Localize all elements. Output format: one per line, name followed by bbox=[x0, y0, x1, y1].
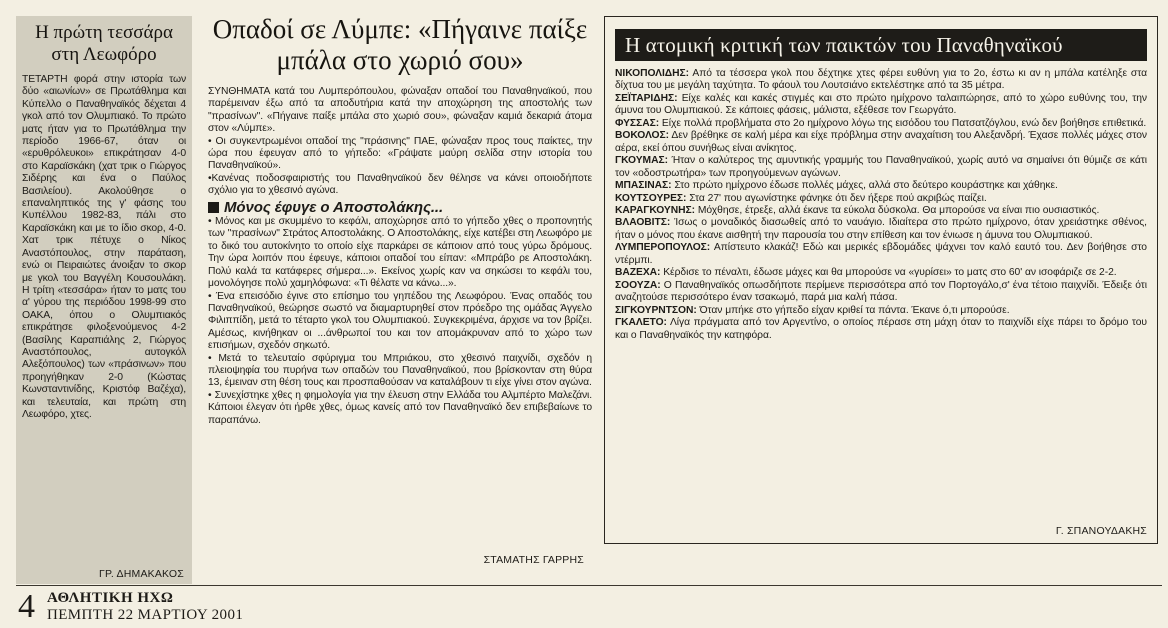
main-article bbox=[208, 14, 592, 574]
rating-text: Είχε πολλά προβλήματα στο 2ο ημίχρονο λόγω της εισόδου του Πατσατζόγλου, ενώ δεν βοήθησε επιθετικά. bbox=[659, 117, 1147, 129]
player-name: ΒΑΖΕΧΑ: bbox=[615, 267, 661, 279]
rating-entry bbox=[615, 155, 1147, 180]
article-paragraph: ΣΥΝΘΗΜΑΤΑ κατά του Λυμπερόπουλου, φώναξαν οπαδοί του Παναθηναϊκού, που παρέμειναν έξω από τα αποδυτήρια κατά την αποχώρηση της αποστολής των "πρασίνων". «Πήγαινε παίξε μπάλα στο χωριό σου», φώναξαν καμιά δεκαριά άτομα στον «Λύμπε». bbox=[208, 86, 592, 135]
player-name: ΚΑΡΑΓΚΟΥΝΗΣ: bbox=[615, 204, 696, 216]
footer-masthead bbox=[47, 590, 243, 624]
rating-text: Στο πρώτο ημίχρονο έδωσε πολλές μάχες, αλλά στο δεύτερο κουράστηκε και χάθηκε. bbox=[671, 180, 1058, 192]
rating-entry bbox=[615, 193, 1147, 205]
footer-divider bbox=[16, 585, 1162, 586]
player-name: ΝΙΚΟΠΟΛΙΔΗΣ: bbox=[615, 68, 690, 79]
article-subhead-text: Μόνος έφυγε ο Αποστολάκης... bbox=[224, 198, 444, 216]
rating-text: Μόχθησε, έτρεξε, αλλά έκανε τα εύκολα δύσκολα. Θα μπορούσε να είναι πιο ουσιαστικός. bbox=[695, 204, 1100, 216]
player-name: ΓΚΑΛΕΤΟ: bbox=[615, 317, 667, 329]
player-name: ΛΥΜΠΕΡΟΠΟΥΛΟΣ: bbox=[615, 242, 711, 254]
rating-entry bbox=[615, 267, 1147, 279]
rating-entry bbox=[615, 68, 1147, 93]
rating-entry bbox=[615, 180, 1147, 192]
main-article-byline: ΣΤΑΜΑΤΗΣ ΓΑΡΡΗΣ bbox=[483, 554, 584, 566]
player-name: ΣΙΓΚΟΥΡΝΤΣΟΝ: bbox=[615, 304, 697, 316]
rating-entry bbox=[615, 217, 1147, 242]
player-name: ΣΟΟΥΖΑ: bbox=[615, 279, 661, 291]
player-name: ΜΠΑΣΙΝΑΣ: bbox=[615, 180, 672, 192]
rating-entry bbox=[615, 317, 1147, 342]
article-paragraph: • Συνεχίστηκε χθες η φημολογία για την έλευση στην Ελλάδα του Αλμπέρτο Μαλεζάνι. Κάποιοι έλεγαν ότι ήρθε χθες, όμως κανείς από τον Παναθηναϊκό δεν επιβεβαίωνε το παραπάνω. bbox=[208, 389, 592, 426]
sidebar-byline: ΓΡ. ΔΗΜΑΚΑΚΟΣ bbox=[99, 568, 184, 580]
rating-entry bbox=[615, 130, 1147, 155]
rating-entry bbox=[615, 93, 1147, 118]
rating-entry bbox=[615, 280, 1147, 305]
rating-entry bbox=[615, 305, 1147, 317]
player-name: ΦΥΣΣΑΣ: bbox=[615, 117, 660, 129]
main-article-title: Οπαδοί σε Λύμπε: «Πήγαινε παίξε μπάλα στο χωριό σου» bbox=[212, 14, 588, 75]
page-number: 4 bbox=[18, 588, 35, 625]
player-ratings-list bbox=[615, 68, 1147, 342]
rating-text: Ο Παναθηναϊκός οπωσδήποτε περίμενε περισσότερα από τον Πορτογάλο,σ' ένα τέτοιο παιχνίδι. Έδειξε ότι αναζητούσε περισσότερο έναν τσακωμό, παρά μια καλή πάσα. bbox=[615, 279, 1147, 304]
player-name: ΓΚΟΥΜΑΣ: bbox=[615, 155, 668, 167]
rating-text: Δεν βρέθηκε σε καλή μέρα και είχε πρόβλημα στην αναχαίτιση του Αλεξανδρή. Έχασε πολλές μάχες στον αέρα, εκεί όπου συνήθως είναι ανίκητος. bbox=[615, 130, 1147, 154]
rating-text: Όταν μπήκε στο γήπεδο είχαν κριθεί τα πάντα. Έκανε ό,τι μπορούσε. bbox=[696, 304, 1010, 316]
publication-name: ΑΘΛΗΤΙΚΗ ΗΧΩ bbox=[47, 590, 174, 606]
article-paragraph: • Ένα επεισόδιο έγινε στο επίσημο του γηπέδου της Λεωφόρου. Ένας οπαδός του Παναθηναϊκού, θεώρησε σωστό να διαμαρτυρηθεί στον πρόεδρο της ομάδας Άγγελο Φιλιππίδη, μετά το τέταρτο γκολ του Ολυμπιακού. Συγκεκριμένα, άρχισε να τον βρίζει. Αμέσως, κινήθηκαν οι ...άνθρωποί του και τον απομάκρυναν από το χώρο των επισήμων, σχεδόν σηκωτό. bbox=[208, 290, 592, 352]
square-bullet-icon bbox=[208, 202, 219, 213]
player-ratings-title: Η ατομική κριτική των παικτών του Παναθηναϊκού bbox=[615, 29, 1147, 61]
rating-entry bbox=[615, 242, 1147, 267]
sidebar-title: Η πρώτη τεσσάρα στη Λεωφόρο bbox=[35, 22, 173, 65]
main-article-body bbox=[208, 86, 592, 427]
rating-text: Κέρδισε το πέναλτι, έδωσε μάχες και θα μπορούσε να «γυρίσει» το ματς στο 60' αν ισοφάριζε σε 2-2. bbox=[660, 267, 1117, 279]
sidebar-body: ΤΕΤΑΡΤΗ φορά στην ιστορία των δύο «αιωνίων» σε Πρωτάθλημα και Κύπελλο ο Παναθηναϊκός δέχεται 4 γκολ από τον Ολυμπιακό. Το πρώτο ματς ήταν για το Πρωτάθλημα την περίοδο 1966-67, όταν οι «ερυθρόλευκοι» επικράτησαν 4-0 στο Καραϊσκάκη (χατ τρικ ο Γιώργος Σιδέρης και ένα ο Παύλος Βασιλείου). Ακολούθησε ο επαναληπτικός της γ' φάσης του Κυπέλλου 1982-83, πάλι στο Καραϊσκάκη και με το ίδιο σκορ, 4-0. Χατ τρικ πέτυχε ο Νίκος Αναστόπουλος, στην παράταση, ενώ οι Πειραιώτες άνοιξαν το σκορ με γκολ του Βαγγέλη Κουσουλάκη. Η τρίτη «τεσσάρα» ήταν το ματς του α' γύρου της περιόδου 1998-99 στο ΟΑΚΑ, όπου ο Ολυμπιακός επικράτησε φιλοξενούμενος 4-2 (Βασίλης Καραπιάλης 2, Γιώργος Αναστόπουλος, αυτογκόλ Αλεξόπουλος) των «πράσινων» που προηγήθηκαν 2-0 (Κώστας Κωνσταντινίδης, Κριστόφ Βαζέχα), και τελευταία, και πρώτη στη Λεωφόρο, χτες. bbox=[22, 74, 186, 420]
page-footer bbox=[18, 590, 243, 624]
rating-text: Είχε καλές και κακές στιγμές και στο πρώτο ημίχρονο ταλαιπώρησε, από το χώρο ευθύνης του, την άμυνα του Ολυμπιακού. Σε κάποιες φάσεις, μάλιστα, εξέθεσε τον Γεωργάτο. bbox=[615, 92, 1147, 117]
article-paragraph: • Μόνος και με σκυμμένο το κεφάλι, αποχώρησε από το γήπεδο χθες ο προπονητής των "πρασίνων" Στράτος Αποστολάκης. Ο Αποστολάκης, είχε κατέβει στη Λεωφόρο με το δικό του αυτοκίνητο το οποίο είχε παρκάρει σε κάποιον από τους γύρω δρόμους. Την ώρα λοιπόν που έφευγε, κάποιοι οπαδοί του είπαν: «Μπράβο ρε Αποστολάκη. Πολύ καλά τα κατάφερες σήμερα...». Εκείνος χωρίς καν να σηκώσει το κεφάλι του, μονολόγησε πολύ χαμηλόφωνα: «Τι θέλατε να κάνω...». bbox=[208, 216, 592, 290]
player-name: ΣΕΪΤΑΡΙΔΗΣ: bbox=[615, 92, 678, 104]
player-ratings-byline: Γ. ΣΠΑΝΟΥΔΑΚΗΣ bbox=[1055, 525, 1147, 537]
sidebar-article bbox=[16, 16, 192, 584]
rating-entry bbox=[615, 118, 1147, 130]
article-subhead bbox=[208, 198, 592, 216]
rating-text: Απίστευτο κλακάζ! Εδώ και μερικές εβδομάδες ψάχνει τον καλό εαυτό του. Δεν βοήθησε στο ντέρμπι. bbox=[615, 242, 1147, 266]
player-ratings-box bbox=[604, 16, 1158, 544]
player-name: ΒΟΚΟΛΟΣ: bbox=[615, 130, 669, 142]
rating-entry bbox=[615, 205, 1147, 217]
player-name: ΒΛΑΟΒΙΤΣ: bbox=[615, 217, 671, 229]
article-paragraph: • Οι συγκεντρωμένοι οπαδοί της "πράσινης" ΠΑΕ, φώναξαν προς τους παίκτες, την ώρα που έφευγαν από το γήπεδο: «Γράψατε μαύρη σελίδα στην ιστορία του Παναθηναϊκού». bbox=[208, 135, 592, 172]
rating-text: Ήταν ο καλύτερος της αμυντικής γραμμής του Παναθηναϊκού, χωρίς αυτό να σημαίνει ότι θύμιζε σε κάτι τον «οδοστρωτήρα» των προηγούμενων αγώνων. bbox=[615, 155, 1147, 179]
rating-text: Στα 27' που αγωνίστηκε φάνηκε ότι δεν ήξερε πού ακριβώς παίζει. bbox=[686, 192, 987, 204]
article-paragraph: •Κανένας ποδοσφαιριστής του Παναθηναϊκού δεν θέλησε να κάνει οποιοδήποτε σχόλιο για το χθεσινό αγώνα. bbox=[208, 172, 592, 197]
article-paragraph: • Μετά το τελευταίο σφύριγμα του Μπριάκου, στο χθεσινό παιχνίδι, σχεδόν η πλειοψηφία του πυρήνα των οπαδών του Παναθηναϊκού, που βρίσκονταν στη θύρα 13, έμειναν στη θέση τους και προσπαθούσαν να καταλάβουν τι είχε γίνει στον αγώνα. bbox=[208, 352, 592, 389]
player-name: ΚΟΥΤΣΟΥΡΕΣ: bbox=[615, 192, 687, 204]
publication-date: ΠΕΜΠΤΗ 22 ΜΑΡΤΙΟΥ 2001 bbox=[47, 607, 244, 623]
rating-text: Λίγα πράγματα από τον Αργεντίνο, ο οποίος πέρασε στη μάχη όταν το παιχνίδι είχε πάρει το δρόμο του και ο Παναθηναϊκός την κατηφόρα. bbox=[615, 317, 1147, 341]
rating-text: Ίσως ο μοναδικός διασωθείς από το ναυάγιο. Ιδιαίτερα στο πρώτο ημίχρονο, όταν χρειάστηκε σθένος, ήταν ο μόνος που έκανε αισθητή την παρουσία του στην επίθεση και τον ένιωσε η άμυνα του Ολυμπιακού. bbox=[615, 217, 1147, 241]
rating-text: Από τα τέσσερα γκολ που δέχτηκε χτες φέρει ευθύνη για το 2ο, έστω κι αν η μπάλα κατέληξε στα δίχτυα του με μεγάλη ταχύτητα. Το φάουλ του Λουτσιάνο εκτελέστηκε από τα 35 μέτρα. bbox=[615, 68, 1147, 92]
